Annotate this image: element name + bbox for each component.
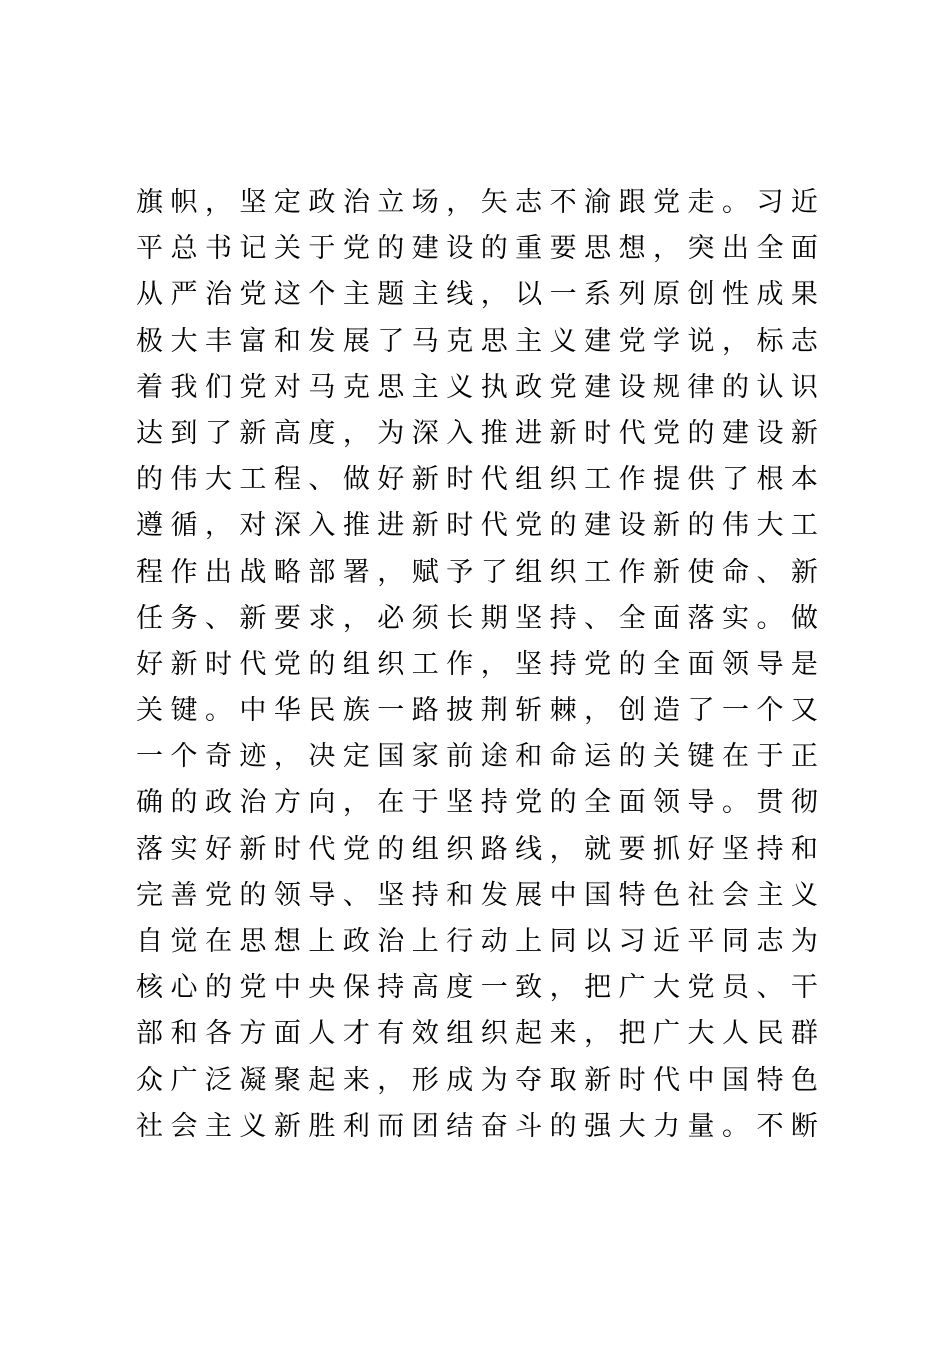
text-line: 的 伟 大 工 程 、 做 好 新 时 代 组 织 工 作 提 供 了 根 本 bbox=[136, 464, 818, 496]
text-line: 社 会 主 义 新 胜 利 而 团 结 奋 斗 的 强 大 力 量 。 不 断 bbox=[136, 1110, 818, 1142]
text-line: 极 大 丰 富 和 发 展 了 马 克 思 主 义 建 党 学 说 ， 标 志 bbox=[136, 325, 818, 357]
text-line: 自 觉 在 思 想 上 政 治 上 行 动 上 同 以 习 近 平 同 志 为 bbox=[136, 926, 818, 957]
text-line: 核 心 的 党 中 央 保 持 高 度 一 致 ， 把 广 大 党 员 、 干 bbox=[136, 972, 818, 1004]
text-line: 完 善 党 的 领 导 、 坚 持 和 发 展 中 国 特 色 社 会 主 义 bbox=[136, 879, 818, 911]
text-line: 确 的 政 治 方 向 ， 在 于 坚 持 党 的 全 面 领 导 。 贯 彻 bbox=[136, 787, 818, 819]
text-line: 众 广 泛 凝 聚 起 来 ， 形 成 为 夺 取 新 时 代 中 国 特 色 bbox=[136, 1064, 818, 1096]
text-line: 一 个 奇 迹 ， 决 定 国 家 前 途 和 命 运 的 关 键 在 于 正 bbox=[136, 741, 818, 773]
text-line: 部 和 各 方 面 人 才 有 效 组 织 起 来 ， 把 广 大 人 民 群 bbox=[136, 1018, 818, 1050]
text-line: 从 严 治 党 这 个 主 题 主 线 ， 以 一 系 列 原 创 性 成 果 bbox=[136, 279, 818, 311]
text-line: 平 总 书 记 关 于 党 的 建 设 的 重 要 思 想 ， 突 出 全 面 bbox=[136, 233, 818, 265]
text-line: 着 我 们 党 对 马 克 思 主 义 执 政 党 建 设 规 律 的 认 识 bbox=[136, 371, 818, 403]
text-line: 好 新 时 代 党 的 组 织 工 作 ， 坚 持 党 的 全 面 领 导 是 bbox=[136, 648, 818, 680]
text-line: 达 到 了 新 高 度 ， 为 深 入 推 进 新 时 代 党 的 建 设 新 bbox=[136, 417, 818, 449]
body-text bbox=[136, 180, 818, 1150]
text-line: 遵 循 ， 对 深 入 推 进 新 时 代 党 的 建 设 新 的 伟 大 工 bbox=[136, 510, 818, 542]
text-line: 关 键 。 中 华 民 族 一 路 披 荆 斩 棘 ， 创 造 了 一 个 又 bbox=[136, 695, 818, 727]
text-line: 任 务 、 新 要 求 ， 必 须 长 期 坚 持 、 全 面 落 实 。 做 bbox=[136, 602, 818, 634]
text-line: 落 实 好 新 时 代 党 的 组 织 路 线 ， 就 要 抓 好 坚 持 和 bbox=[136, 833, 818, 865]
text-line: 旗 帜 ， 坚 定 政 治 立 场 ， 矢 志 不 渝 跟 党 走 。 习 近 bbox=[136, 187, 818, 218]
text-line: 程 作 出 战 略 部 署 ， 赋 予 了 组 织 工 作 新 使 命 、 新 bbox=[136, 556, 818, 588]
